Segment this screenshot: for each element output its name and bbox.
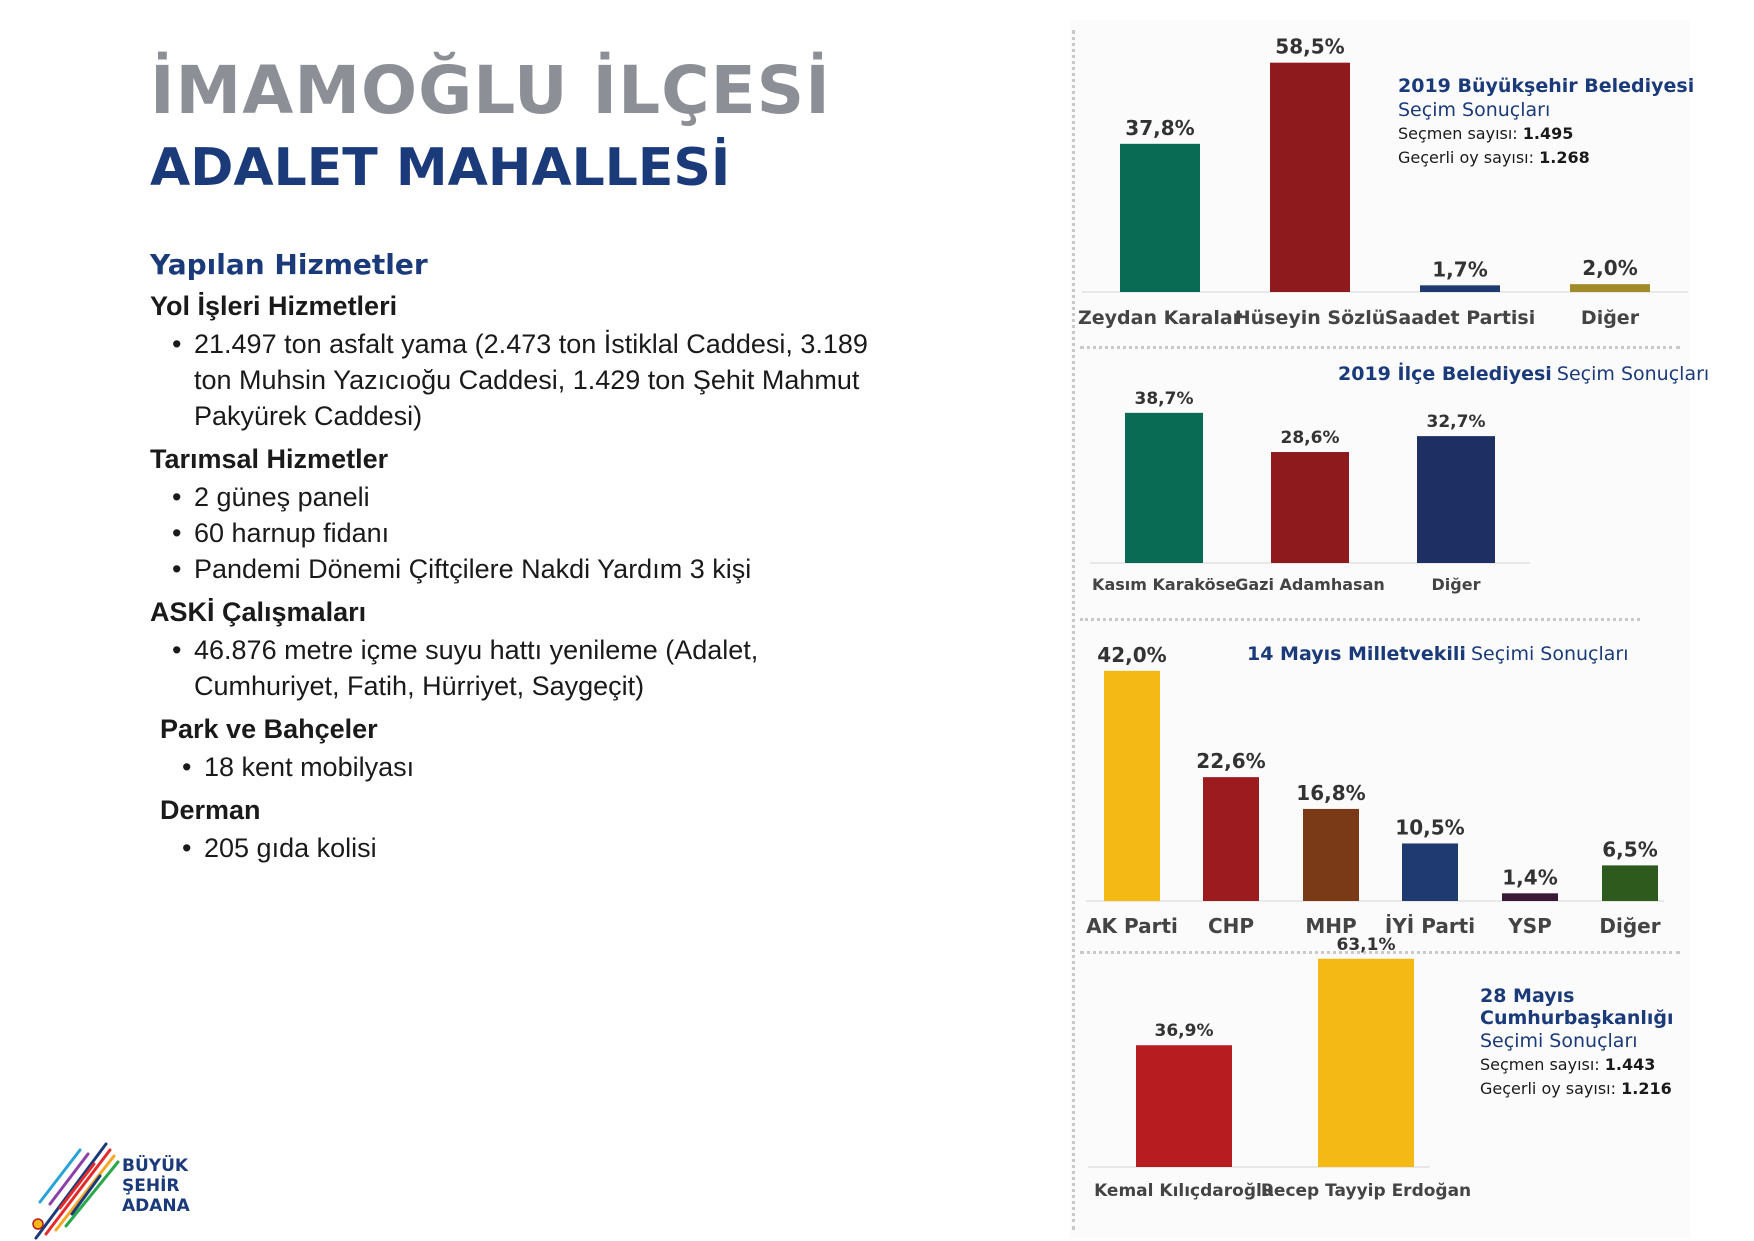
chart1-value-label: 1,7% xyxy=(1432,257,1488,282)
list-item: • 2 güneş paneli xyxy=(150,479,870,515)
chart2-value-label: 38,7% xyxy=(1134,388,1194,409)
chart3-bar xyxy=(1602,865,1658,901)
chart3-info xyxy=(1247,642,1629,666)
chart4-subtitle: Seçimi Sonuçları xyxy=(1480,1030,1638,1052)
chart2-subtitle: Seçim Sonuçları xyxy=(1556,363,1710,385)
chart1-category-label: Hüseyin Sözlü xyxy=(1234,307,1386,329)
chart2-info xyxy=(1338,362,1709,386)
chart3-category-label: CHP xyxy=(1207,914,1255,938)
chart3-bar xyxy=(1402,843,1458,901)
list-item: • Pandemi Dönemi Çiftçilere Nakdi Yardım 3 kişi xyxy=(150,551,870,587)
chart4-info xyxy=(1480,985,1754,1101)
category-title-agriculture: Tarımsal Hizmetler xyxy=(150,444,389,474)
chart3-bar xyxy=(1104,671,1160,901)
page-title-neighborhood: ADALET MAHALLESİ xyxy=(150,138,731,198)
chart3-value-label: 1,4% xyxy=(1502,865,1558,890)
logo-text: BÜYÜK ŞEHİR ADANA xyxy=(122,1156,190,1216)
chart3-value-label: 6,5% xyxy=(1602,837,1658,862)
page-title-district: İMAMOĞLU İLÇESİ xyxy=(150,52,831,129)
chart1-valid-votes: Geçerli oy sayısı: 1.268 xyxy=(1398,148,1590,167)
chart4-bar xyxy=(1318,959,1414,1167)
chart1-title: 2019 Büyükşehir Belediyesi xyxy=(1398,75,1695,97)
chart4-valid-votes: Geçerli oy sayısı: 1.216 xyxy=(1480,1079,1672,1098)
chart4-category-label: Recep Tayyip Erdoğan xyxy=(1260,1181,1472,1201)
chart2-bar xyxy=(1417,436,1495,563)
chart1-info xyxy=(1398,74,1694,170)
chart2-category-label: Kasım Karaköse xyxy=(1092,575,1236,594)
chart3-category-label: AK Parti xyxy=(1086,914,1178,938)
chart1-category-label: Saadet Partisi xyxy=(1384,307,1536,329)
chart3-category-label: YSP xyxy=(1508,914,1552,938)
category-title-derman: Derman xyxy=(160,795,261,825)
chart1-voters: Seçmen sayısı: 1.495 xyxy=(1398,124,1574,143)
chart1-value-label: 37,8% xyxy=(1125,115,1195,140)
chart4-bar xyxy=(1136,1045,1232,1167)
chart2-category-label: Gazi Adamhasan xyxy=(1235,575,1385,594)
chart3-category-label: Diğer xyxy=(1599,914,1661,938)
chart4-voters: Seçmen sayısı: 1.443 xyxy=(1480,1055,1656,1074)
chart3-category-label: MHP xyxy=(1305,914,1357,938)
chart1-category-label: Zeydan Karalar xyxy=(1077,307,1243,329)
chart1-bar xyxy=(1270,63,1350,292)
chart3-bar xyxy=(1303,809,1359,901)
chart1-category-label: Diğer xyxy=(1580,307,1640,329)
chart1-value-label: 2,0% xyxy=(1582,256,1638,281)
chart2-bar xyxy=(1125,413,1203,563)
chart1-bar xyxy=(1570,284,1650,292)
chart4-value-label: 63,1% xyxy=(1336,934,1396,955)
chart2-bar xyxy=(1271,452,1349,563)
chart3-value-label: 42,0% xyxy=(1097,642,1167,667)
category-title-roads: Yol İşleri Hizmetleri xyxy=(150,291,398,321)
category-title-parks: Park ve Bahçeler xyxy=(160,714,378,744)
chart1-bar xyxy=(1120,144,1200,292)
chart3-category-label: İYİ Parti xyxy=(1384,914,1476,938)
list-item: • 205 gıda kolisi xyxy=(150,830,870,866)
list-item: • 21.497 ton asfalt yama (2.473 ton İstiklal Caddesi, 3.189 ton Muhsin Yazıcıoğu Caddesi, 1.429 ton Şehit Mahmut Pakyürek Caddesi) xyxy=(150,326,870,434)
chart4-title: 28 Mayıs Cumhurbaşkanlığı xyxy=(1480,985,1674,1029)
chart3-bar xyxy=(1502,893,1558,901)
chart3-value-label: 22,6% xyxy=(1196,749,1266,774)
chart3-bar xyxy=(1203,777,1259,901)
services-heading: Yapılan Hizmetler xyxy=(150,248,428,281)
chart1-subtitle: Seçim Sonuçları xyxy=(1398,99,1551,121)
chart3-value-label: 16,8% xyxy=(1296,780,1366,805)
chart3-subtitle: Seçimi Sonuçları xyxy=(1470,643,1629,665)
category-title-aski: ASKİ Çalışmaları xyxy=(150,597,367,627)
list-item: • 46.876 metre içme suyu hattı yenileme (Adalet, Cumhuriyet, Fatih, Hürriyet, Saygeçit) xyxy=(150,632,870,704)
chart2-value-label: 32,7% xyxy=(1426,412,1486,433)
chart1-bar xyxy=(1420,285,1500,292)
chart4-value-label: 36,9% xyxy=(1154,1021,1214,1042)
list-item: • 60 harnup fidanı xyxy=(150,515,870,551)
list-item: • 18 kent mobilyası xyxy=(150,749,870,785)
chart1-value-label: 58,5% xyxy=(1275,34,1345,59)
chart4-category-label: Kemal Kılıçdaroğlu xyxy=(1094,1181,1274,1201)
chart2-value-label: 28,6% xyxy=(1280,428,1340,449)
chart2-category-label: Diğer xyxy=(1431,575,1481,594)
chart2-title: 2019 İlçe Belediyesi xyxy=(1338,363,1552,385)
chart3-title: 14 Mayıs Milletvekili xyxy=(1247,643,1466,665)
chart3-value-label: 10,5% xyxy=(1395,815,1465,840)
